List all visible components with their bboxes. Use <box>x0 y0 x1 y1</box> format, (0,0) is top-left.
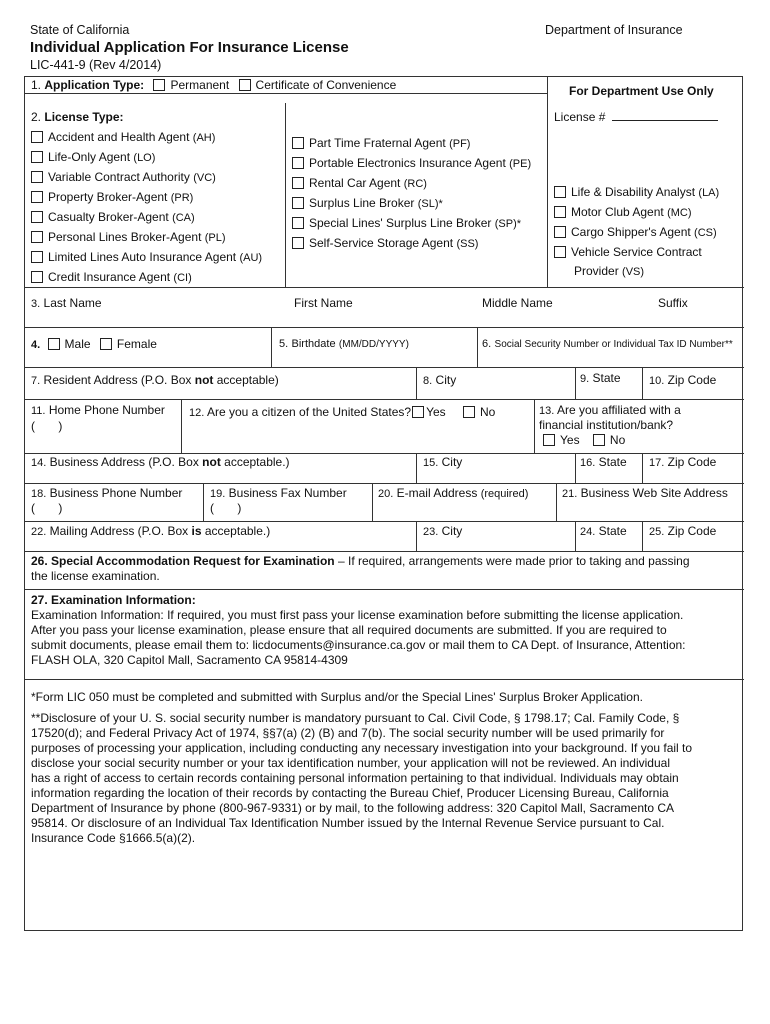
checkbox[interactable] <box>31 271 43 283</box>
form-header <box>30 22 349 73</box>
state-label: State of California <box>30 23 130 37</box>
checkbox[interactable] <box>554 246 566 258</box>
option-code: (PE) <box>509 158 532 170</box>
section-number: 9. <box>580 373 590 385</box>
option-code: (SL)* <box>417 198 443 210</box>
field-label: Are you a citizen of the United States? <box>206 405 412 419</box>
field-label: City <box>441 455 463 469</box>
section-number: 8. <box>423 375 433 387</box>
section-number: 25. <box>649 526 665 538</box>
application-form <box>24 76 743 931</box>
field-label: City <box>441 524 463 538</box>
footnote-ssn: 95814. Or disclosure of an Individual Tax Identification Number issued by the Internal Revenue Service pursuant to Cal. <box>31 816 665 830</box>
affiliated-yes-checkbox[interactable] <box>543 434 555 446</box>
option-code: (PL) <box>204 232 226 244</box>
license-number-label: License # <box>554 110 606 124</box>
section-number: 5. <box>279 338 289 350</box>
option-label: Cargo Shipper's Agent <box>571 225 691 239</box>
checkbox[interactable] <box>31 231 43 243</box>
option-label: Portable Electronics Insurance Agent <box>309 156 506 170</box>
checkbox[interactable] <box>31 151 43 163</box>
male-checkbox[interactable] <box>48 338 60 350</box>
footnote-ssn: Department of Insurance by phone (800-967-9331) or by mail, to the following address: 320 Capitol Mall, Sacramento CA <box>31 801 675 815</box>
business-phone-label <box>31 486 182 502</box>
section-number: 19. <box>210 488 226 500</box>
field-label: Mailing Address (P.O. Box <box>49 524 192 538</box>
gender-row <box>31 337 157 353</box>
no-label: No <box>609 433 626 447</box>
female-label: Female <box>116 337 157 351</box>
department-label: Department of Insurance <box>545 23 683 37</box>
license-option-continued <box>554 262 719 282</box>
option-label: Accident and Health Agent <box>48 130 190 144</box>
section-number: 17. <box>649 457 665 469</box>
option-code: (PR) <box>170 192 194 204</box>
mailing-address-label <box>31 524 270 540</box>
checkbox[interactable] <box>292 157 304 169</box>
footnote-ssn: Insurance Code §1666.5(a)(2). <box>31 831 196 845</box>
section-text: submit documents, please email them to: licdocuments@insurance.ca.gov or mail them to CA Dept. of Insurance, Attention: <box>31 638 686 652</box>
birthdate-label <box>279 336 409 352</box>
option-code: (SP)* <box>494 218 522 230</box>
option-label: Surplus Line Broker <box>309 196 415 210</box>
option-code: (SS) <box>456 238 479 250</box>
license-option[interactable] <box>292 154 531 174</box>
field-label-emphasis: is <box>191 524 202 538</box>
footnotes <box>31 690 736 846</box>
field-label: Business Fax Number <box>228 486 347 500</box>
female-checkbox[interactable] <box>100 338 112 350</box>
checkbox[interactable] <box>292 237 304 249</box>
field-label-emphasis: not <box>202 455 221 469</box>
field-label: Birthdate <box>291 338 336 350</box>
convenience-option-label: Certificate of Convenience <box>255 78 397 92</box>
middle-name-label: Middle Name <box>482 296 553 310</box>
license-option[interactable] <box>292 134 531 154</box>
option-label: Rental Car Agent <box>309 176 401 190</box>
option-label: Personal Lines Broker-Agent <box>48 230 202 244</box>
license-option[interactable] <box>31 268 262 288</box>
home-phone-label <box>31 403 165 419</box>
option-label: Motor Club Agent <box>571 205 664 219</box>
business-address-label <box>31 455 290 471</box>
license-option[interactable] <box>292 234 531 254</box>
field-label-suffix: acceptable.) <box>220 455 290 469</box>
license-type-col2 <box>292 134 531 254</box>
resident-zip-label <box>649 373 716 389</box>
section-number: 3. <box>31 298 41 310</box>
option-label: Part Time Fraternal Agent <box>309 136 446 150</box>
section-number: 16. <box>580 457 596 469</box>
business-fax-label <box>210 486 347 502</box>
mailing-state-label <box>580 524 627 540</box>
affiliated-question-cont: financial institution/bank? <box>539 418 674 432</box>
section-number: 22. <box>31 526 47 538</box>
section-number: 20. <box>378 488 394 500</box>
option-code: (CA) <box>172 212 195 224</box>
section-text-cont: the license examination. <box>31 569 160 583</box>
section-number: 23. <box>423 526 439 538</box>
application-type-row <box>31 78 396 93</box>
field-label: Business Address (P.O. Box <box>49 455 203 469</box>
license-option[interactable] <box>554 223 719 243</box>
checkbox[interactable] <box>292 177 304 189</box>
option-label: Life & Disability Analyst <box>571 185 696 199</box>
special-accommodation <box>31 554 736 584</box>
section-heading: 26. Special Accommodation Request for Examination <box>31 554 335 568</box>
field-label: Social Security Number or Individual Tax ID Number** <box>494 339 733 350</box>
form-number: LIC-441-9 (Rev 4/2014) <box>30 58 162 72</box>
business-fax-field[interactable]: ( ) <box>210 501 242 515</box>
section-heading: 27. Examination Information: <box>31 593 196 607</box>
license-option[interactable] <box>31 228 262 248</box>
option-label: Vehicle Service Contract <box>571 245 702 259</box>
resident-address-label <box>31 373 279 389</box>
citizen-no-checkbox[interactable] <box>463 406 475 418</box>
license-option[interactable] <box>31 168 262 188</box>
section-number: 14. <box>31 457 47 469</box>
license-option[interactable] <box>554 203 719 223</box>
license-number-field[interactable] <box>612 109 718 121</box>
option-code: (VC) <box>193 172 216 184</box>
field-note: (required) <box>480 488 529 500</box>
field-label: City <box>435 373 457 387</box>
email-label <box>378 486 528 502</box>
field-label: Zip Code <box>667 455 717 469</box>
suffix-label: Suffix <box>658 296 688 310</box>
option-label: Property Broker-Agent <box>48 190 168 204</box>
license-option[interactable] <box>292 214 531 234</box>
first-name-label: First Name <box>294 296 353 310</box>
field-label: Home Phone Number <box>48 403 165 417</box>
field-label: Zip Code <box>667 524 717 538</box>
section-number: 2. <box>31 110 42 124</box>
footnote-ssn: disclose your social security number or your tax identification number, your application will not be reviewed. An individual <box>31 756 670 770</box>
option-code: (RC) <box>403 178 427 190</box>
yes-label: Yes <box>426 405 446 419</box>
form-title: Individual Application For Insurance License <box>30 39 349 56</box>
license-option[interactable] <box>31 128 262 148</box>
option-label: Credit Insurance Agent <box>48 270 171 284</box>
field-label: Last Name <box>43 296 102 310</box>
footnote-ssn: information regarding the location of their records by contacting the Bureau Chief, Producer Licensing Bureau, California <box>31 786 669 800</box>
business-phone-field[interactable]: ( ) <box>31 501 63 515</box>
section-number: 12. <box>189 407 205 419</box>
option-label: Limited Lines Auto Insurance Agent <box>48 250 237 264</box>
option-code: (AU) <box>239 252 263 264</box>
checkbox[interactable] <box>31 171 43 183</box>
field-label: Business Phone Number <box>49 486 183 500</box>
section-number: 7. <box>31 375 41 387</box>
license-option[interactable] <box>31 248 262 268</box>
checkbox[interactable] <box>31 191 43 203</box>
license-option[interactable] <box>554 243 719 262</box>
section-number: 4. <box>31 339 41 351</box>
checkbox[interactable] <box>31 131 43 143</box>
permanent-option-label: Permanent <box>170 78 230 92</box>
checkbox[interactable] <box>554 186 566 198</box>
option-label: Special Lines' Surplus Line Broker <box>309 216 492 230</box>
field-label: Are you affiliated with a <box>556 403 681 417</box>
option-label: Variable Contract Authority <box>48 170 190 184</box>
license-type-col3 <box>554 183 719 282</box>
name-input-row[interactable] <box>25 297 744 325</box>
footnote-ssn: **Disclosure of your U. S. social security number is mandatory pursuant to Cal. Civil Code, § 1798.17; Cal. Family Code, § <box>31 711 680 725</box>
footnote-ssn: has a right of access to certain records containing personal information pertaining to that individual. Individuals may obtain <box>31 771 679 785</box>
affiliated-options <box>543 433 625 448</box>
license-option[interactable] <box>31 208 262 228</box>
license-option[interactable] <box>554 183 719 203</box>
field-label: E-mail Address <box>396 486 478 500</box>
yes-label: Yes <box>560 433 580 447</box>
business-zip-label <box>649 455 716 471</box>
section-text: FLASH OLA, 320 Capitol Mall, Sacramento CA 95814-4309 <box>31 653 348 667</box>
option-label: Casualty Broker-Agent <box>48 210 169 224</box>
option-code: (LO) <box>133 152 156 164</box>
license-option[interactable] <box>31 188 262 208</box>
option-code: (PF) <box>449 138 471 150</box>
resident-city-label <box>423 373 456 389</box>
field-label-suffix: acceptable.) <box>201 524 271 538</box>
website-label <box>562 486 728 502</box>
section-text: – If required, arrangements were made prior to taking and passing <box>334 554 690 568</box>
resident-state-label <box>580 371 621 387</box>
ssn-label <box>482 336 733 352</box>
section-number: 13. <box>539 405 555 417</box>
checkbox[interactable] <box>292 137 304 149</box>
option-code: (LA) <box>698 187 720 199</box>
field-format: (MM/DD/YYYY) <box>338 339 409 350</box>
section-number: 18. <box>31 488 47 500</box>
field-label: Resident Address (P.O. Box <box>43 373 195 387</box>
application-type-label: Application Type: <box>44 78 145 92</box>
option-label: Life-Only Agent <box>48 150 131 164</box>
mailing-city-label <box>423 524 462 540</box>
license-option[interactable] <box>292 194 531 214</box>
dept-use-heading: For Department Use Only <box>569 84 714 98</box>
field-label: State <box>592 371 621 385</box>
section-number: 1. <box>31 78 42 92</box>
option-code: (VS) <box>622 266 645 278</box>
license-option[interactable] <box>292 174 531 194</box>
permanent-checkbox[interactable] <box>153 79 165 91</box>
field-label: State <box>598 455 627 469</box>
affiliated-no-checkbox[interactable] <box>593 434 605 446</box>
home-phone-field[interactable]: ( ) <box>31 419 63 433</box>
section-number: 24. <box>580 526 596 538</box>
option-label: Self-Service Storage Agent <box>309 236 454 250</box>
option-code: (CI) <box>173 272 192 284</box>
section-number: 6. <box>482 338 492 350</box>
option-label: Provider <box>574 264 619 278</box>
convenience-checkbox[interactable] <box>239 79 251 91</box>
mailing-zip-label <box>649 524 716 540</box>
citizen-yes-checkbox[interactable] <box>412 406 424 418</box>
section-text: After you pass your license examination, please ensure that all required documents are submitted. If you are required to <box>31 623 667 637</box>
no-label: No <box>480 405 496 419</box>
checkbox[interactable] <box>554 226 566 238</box>
option-code: (CS) <box>694 227 717 239</box>
section-number: 15. <box>423 457 439 469</box>
footnote-ssn: 17520(d); and Federal Privacy Act of 1974, §§7(a) (2) (B) and 7(b). The social security number will be used primarily for <box>31 726 665 740</box>
checkbox[interactable] <box>31 251 43 263</box>
section-text: Examination Information: If required, you must first pass your license examination before submitting the license application. <box>31 608 684 622</box>
checkbox[interactable] <box>292 197 304 209</box>
field-label: Zip Code <box>667 373 717 387</box>
checkbox[interactable] <box>554 206 566 218</box>
business-state-label <box>580 455 627 471</box>
license-option[interactable] <box>31 148 262 168</box>
section-number: 21. <box>562 488 578 500</box>
field-label-emphasis: not <box>194 373 214 387</box>
examination-information <box>31 593 736 668</box>
field-label: State <box>598 524 627 538</box>
field-label-suffix: acceptable) <box>213 373 279 387</box>
license-number-row <box>554 109 718 125</box>
footnote-surplus: *Form LIC 050 must be completed and submitted with Surplus and/or the Special Lines' Surplus Broker Application. <box>31 690 643 704</box>
male-label: Male <box>64 337 91 351</box>
license-type-label: License Type: <box>44 110 124 124</box>
checkbox[interactable] <box>292 217 304 229</box>
field-label: Business Web Site Address <box>580 486 728 500</box>
section-number: 10. <box>649 375 665 387</box>
license-type-col1 <box>31 128 262 288</box>
section-number: 11. <box>31 405 46 417</box>
business-city-label <box>423 455 462 471</box>
footnote-ssn: purposes of processing your application, including conducting any necessary investigation into your background. If you fail to <box>31 741 693 755</box>
license-type-heading <box>31 110 124 125</box>
affiliated-question <box>539 403 681 419</box>
option-code: (MC) <box>667 207 692 219</box>
option-code: (AH) <box>192 132 216 144</box>
checkbox[interactable] <box>31 211 43 223</box>
citizen-question <box>189 405 495 421</box>
